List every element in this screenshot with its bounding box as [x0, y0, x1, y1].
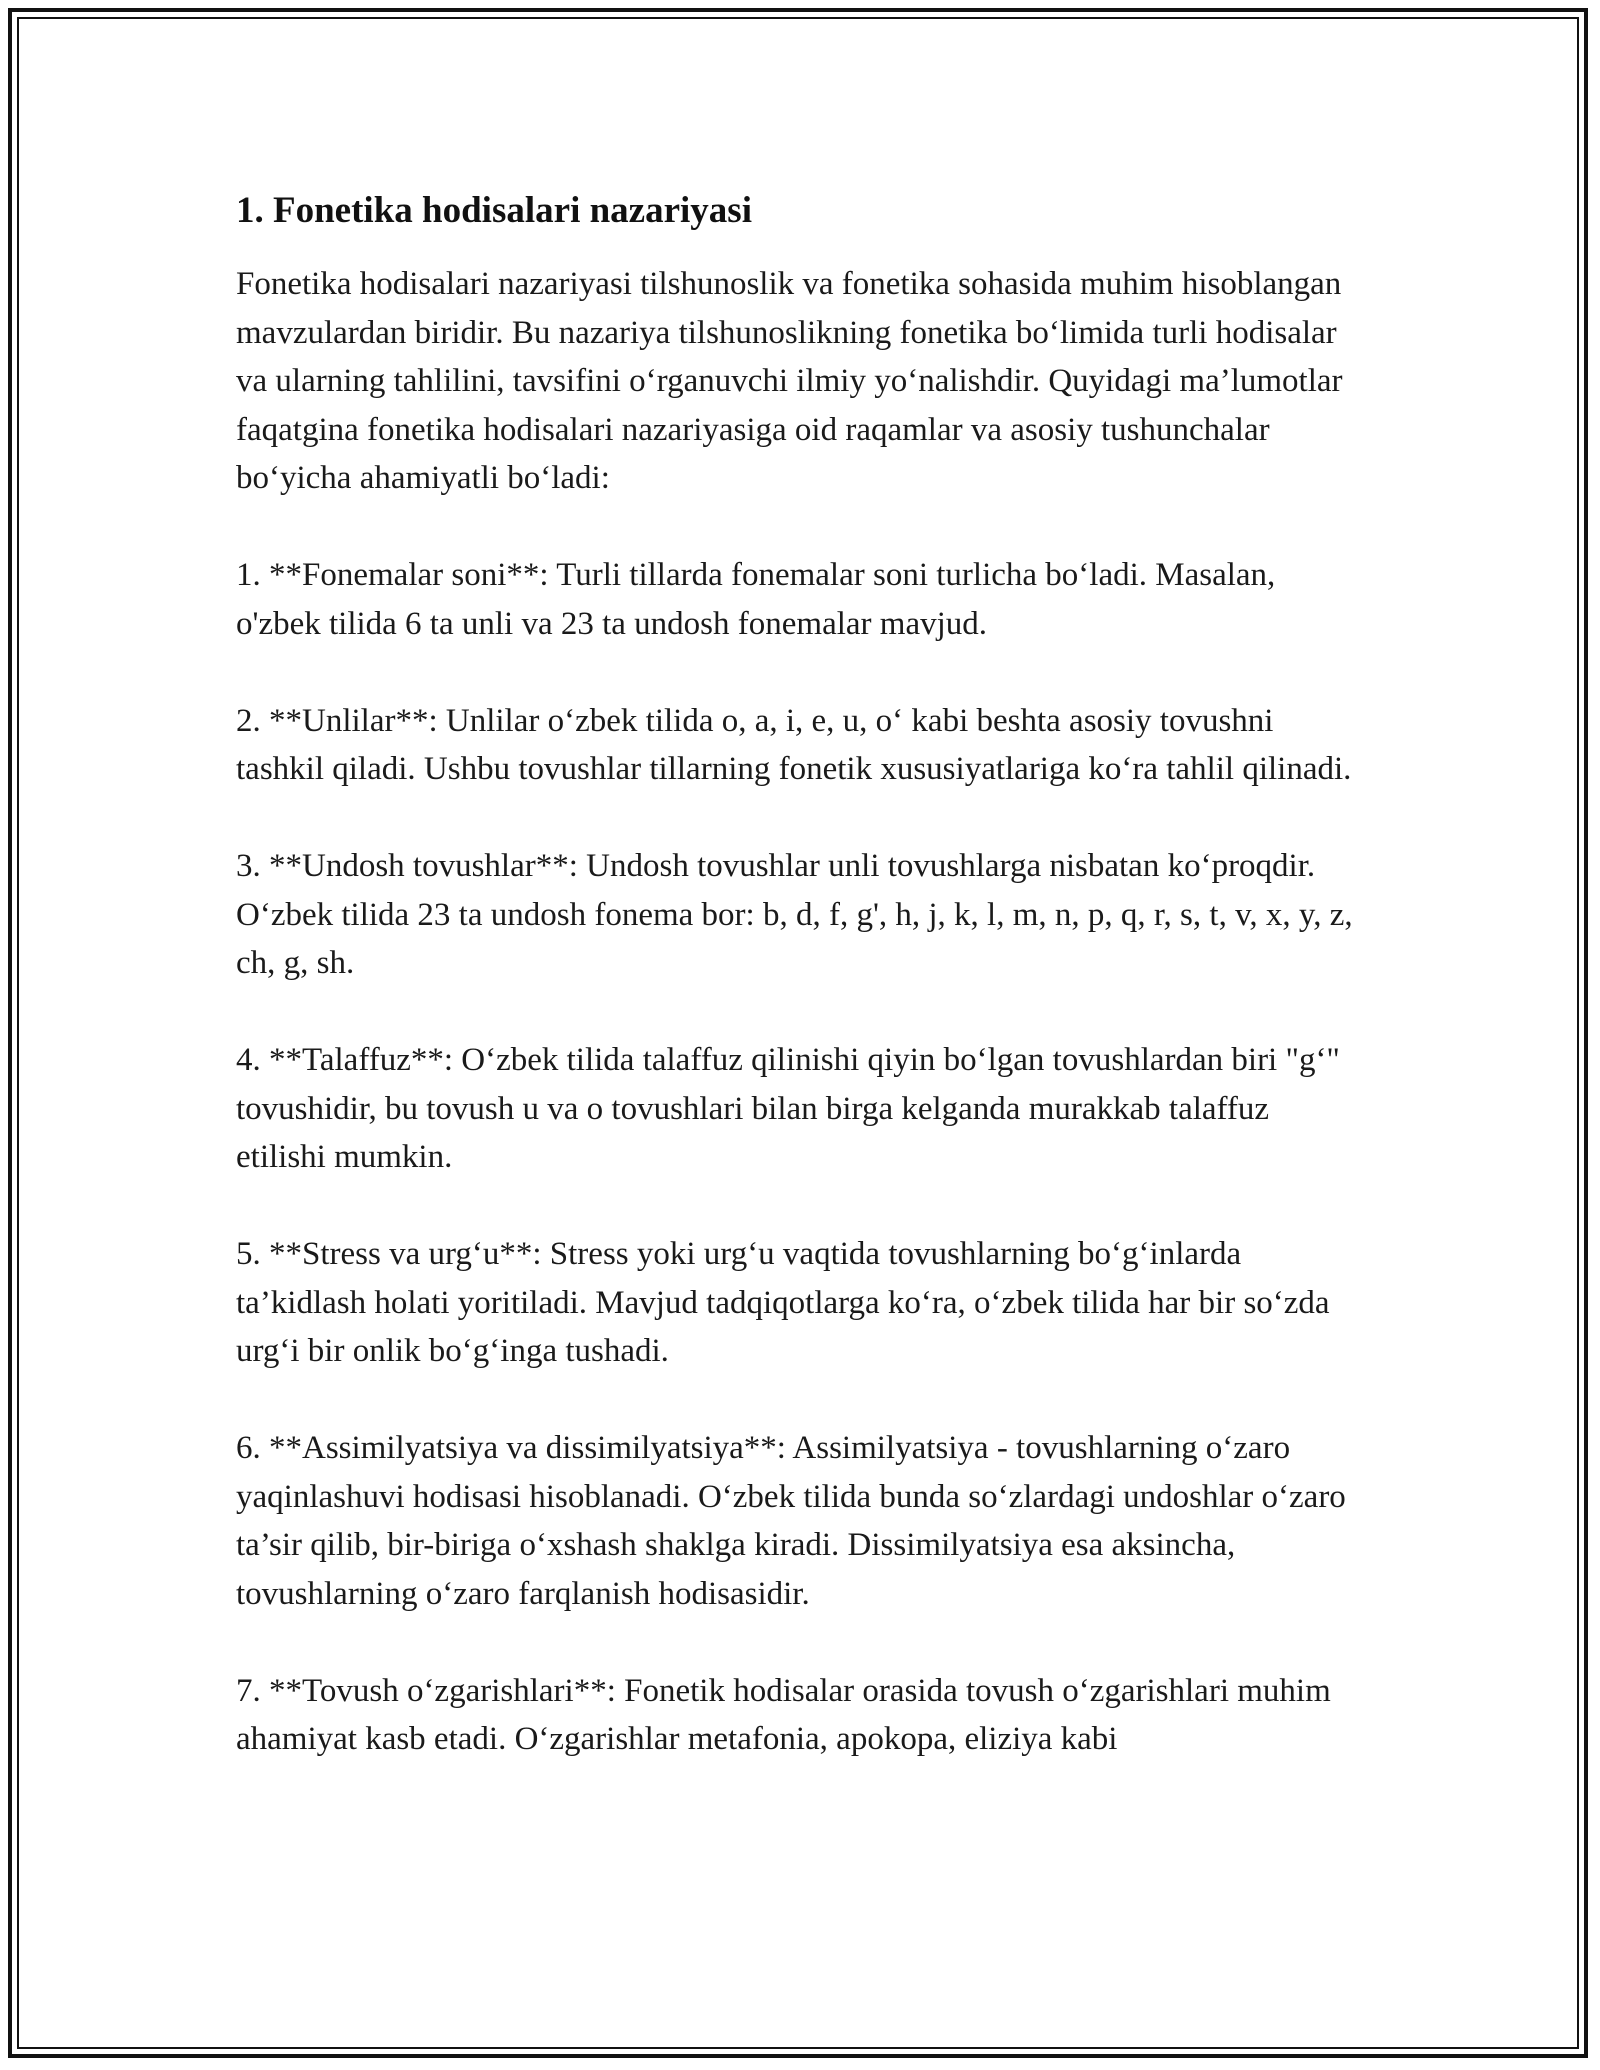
document-title: 1. Fonetika hodisalari nazariyasi [236, 190, 752, 231]
paragraph-item-5: 5. **Stress va urg‘u**: Stress yoki urg‘u vaqtida tovushlarning bo‘g‘inlarda ta’kidlash holati yoritiladi. Mavjud tadqiqotlarga ko‘ra, o‘zbek tilida har bir so‘zda urg‘i bir onlik bo‘g‘inga tushadi. [236, 1236, 1330, 1369]
paragraph-item-7: 7. **Tovush o‘zgarishlari**: Fonetik hodisalar orasida tovush o‘zgarishlari muhim ahamiyat kasb etadi. O‘zgarishlar metafonia, apokopa, eliziya kabi [236, 1672, 1331, 1757]
document-body [236, 188, 1366, 1812]
paragraph-item-2: 2. **Unlilar**: Unlilar o‘zbek tilida o, a, i, e, u, o‘ kabi beshta asosiy tovushni tashkil qiladi. Ushbu tovushlar tillarning fonetik xususiyatlariga ko‘ra tahlil qilinadi. [236, 702, 1352, 787]
paragraph-item-6: 6. **Assimilyatsiya va dissimilyatsiya**: Assimilyatsiya - tovushlarning o‘zaro yaqinlashuvi hodisasi hisoblanadi. O‘zbek tilida bunda so‘zlardagi undoshlar o‘zaro ta’sir qilib, bir-biriga o‘xshash shaklga kiradi. Dissimilyatsiya esa aksincha, tovushlarning o‘zaro farqlanish hodisasidir. [236, 1430, 1346, 1612]
paragraph-intro: Fonetika hodisalari nazariyasi tilshunoslik va fonetika sohasida muhim hisoblangan mavzulardan biridir. Bu nazariya tilshunoslikning fonetika bo‘limida turli hodisalar va ularning tahlilini, tavsifini o‘rganuvchi ilmiy yo‘nalishdir. Quyidagi ma’lumotlar faqatgina fonetika hodisalari nazariyasiga oid raqamlar va asosiy tushunchalar bo‘yicha ahamiyatli bo‘ladi: [236, 266, 1343, 496]
paragraph-item-1: 1. **Fonemalar soni**: Turli tillarda fonemalar soni turlicha bo‘ladi. Masalan, o'zbek tilida 6 ta unli va 23 ta undosh fonemalar mavjud. [236, 557, 1276, 642]
paragraph-item-3: 3. **Undosh tovushlar**: Undosh tovushlar unli tovushlarga nisbatan ko‘proqdir. O‘zbek tilida 23 ta undosh fonema bor: b, d, f, g', h, j, k, l, m, n, p, q, r, s, t, v, x, y, z, ch, g, sh. [236, 848, 1353, 981]
paragraph-item-4: 4. **Talaffuz**: O‘zbek tilida talaffuz qilinishi qiyin bo‘lgan tovushlardan biri "g‘" tovushidir, bu tovush u va o tovushlari bilan birga kelganda murakkab talaffuz etilishi mumkin. [236, 1042, 1340, 1175]
